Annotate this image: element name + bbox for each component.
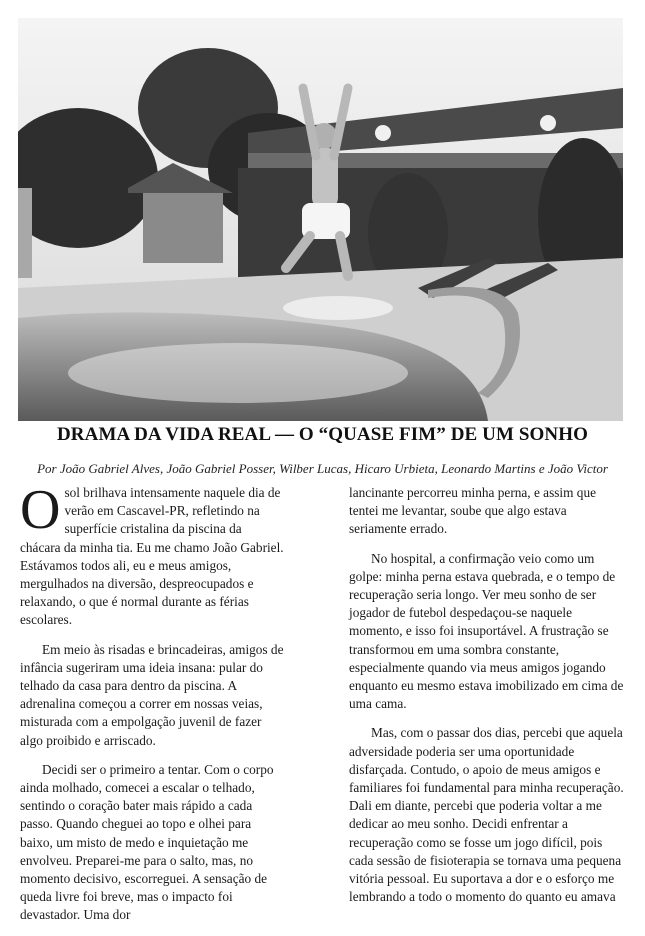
- paragraph-2: Em meio às risadas e brincadeiras, amigos de infância sugeriram uma ideia insana: pular do telhado da casa para dentro da piscina. A adrenalina começou a correr em nossas veias, misturada com a empolgação juvenil de fazer algo proibido e arriscado.: [20, 641, 284, 748]
- paragraph-3: Decidi ser o primeiro a tentar. Com o corpo ainda molhado, comecei a escalar o telhado, sentindo o coração bater mais rápido a cada passo. Quando cheguei ao topo e olhei para baixo, um misto de medo e inquietação me envolveu. Preparei-me para o salto, mas, no momento decisivo, escorreguei. A sensação de queda livre foi breve, mas o impacto foi devastador. Uma dor: [20, 761, 274, 923]
- article-title: DRAMA DA VIDA REAL — O “QUASE FIM” DE UM SONHO: [56, 424, 588, 445]
- paragraph-1: [20, 479, 285, 630]
- pool-jump-photo-icon: [18, 18, 623, 421]
- right-column: [349, 484, 625, 917]
- drop-cap: O: [20, 479, 61, 541]
- paragraph-6: Mas, com o passar dos dias, percebi que aquela adversidade poderia ser uma oportunidade disfarçada. Contudo, o apoio de meus amigos e familiares foi fundamental para minha recuperação. Dali em diante, percebi que poderia voltar a me dedicar ao meu sonho. Decidi enfrentar a recuperação como se fosse um jogo difícil, pois cada sessão de fisioterapia se tornava uma pequena vitória pessoal. Eu suportava a dor e o esforço me lembrando a todo o momento do quanto eu amava: [349, 725, 624, 905]
- left-column: [20, 479, 285, 936]
- paragraph-5: No hospital, a confirmação veio como um golpe: minha perna estava quebrada, e o tempo de recuperação seria longo. Ver meu sonho de ser jogador de futebol despedaçou-se naquele momento, e isso foi insuportável. A frustração se transformou em uma sombra constante, especialmente quando via meus amigos jogando enquanto eu mesmo estava imobilizado em cima de uma cama.: [349, 550, 624, 712]
- paragraph-4: lancinante percorreu minha perna, e assim que tentei me levantar, soube que algo estava seriamente errado.: [349, 485, 596, 537]
- article-photo: [18, 18, 623, 421]
- article-byline: Por João Gabriel Alves, João Gabriel Posser, Wilber Lucas, Hicaro Urbieta, Leonardo Martins e João Victor: [37, 461, 608, 476]
- paragraph-1-text: sol brilhava intensamente naquele dia de verão em Cascavel-PR, refletindo na superfície cristalina da piscina da chácara da minha tia. Eu me chamo João Gabriel. Estávamos todos ali, eu e meus amigos, mergulhados na diversão, despreocupados e relaxando, o que é normal durante as férias escolares.: [20, 485, 284, 628]
